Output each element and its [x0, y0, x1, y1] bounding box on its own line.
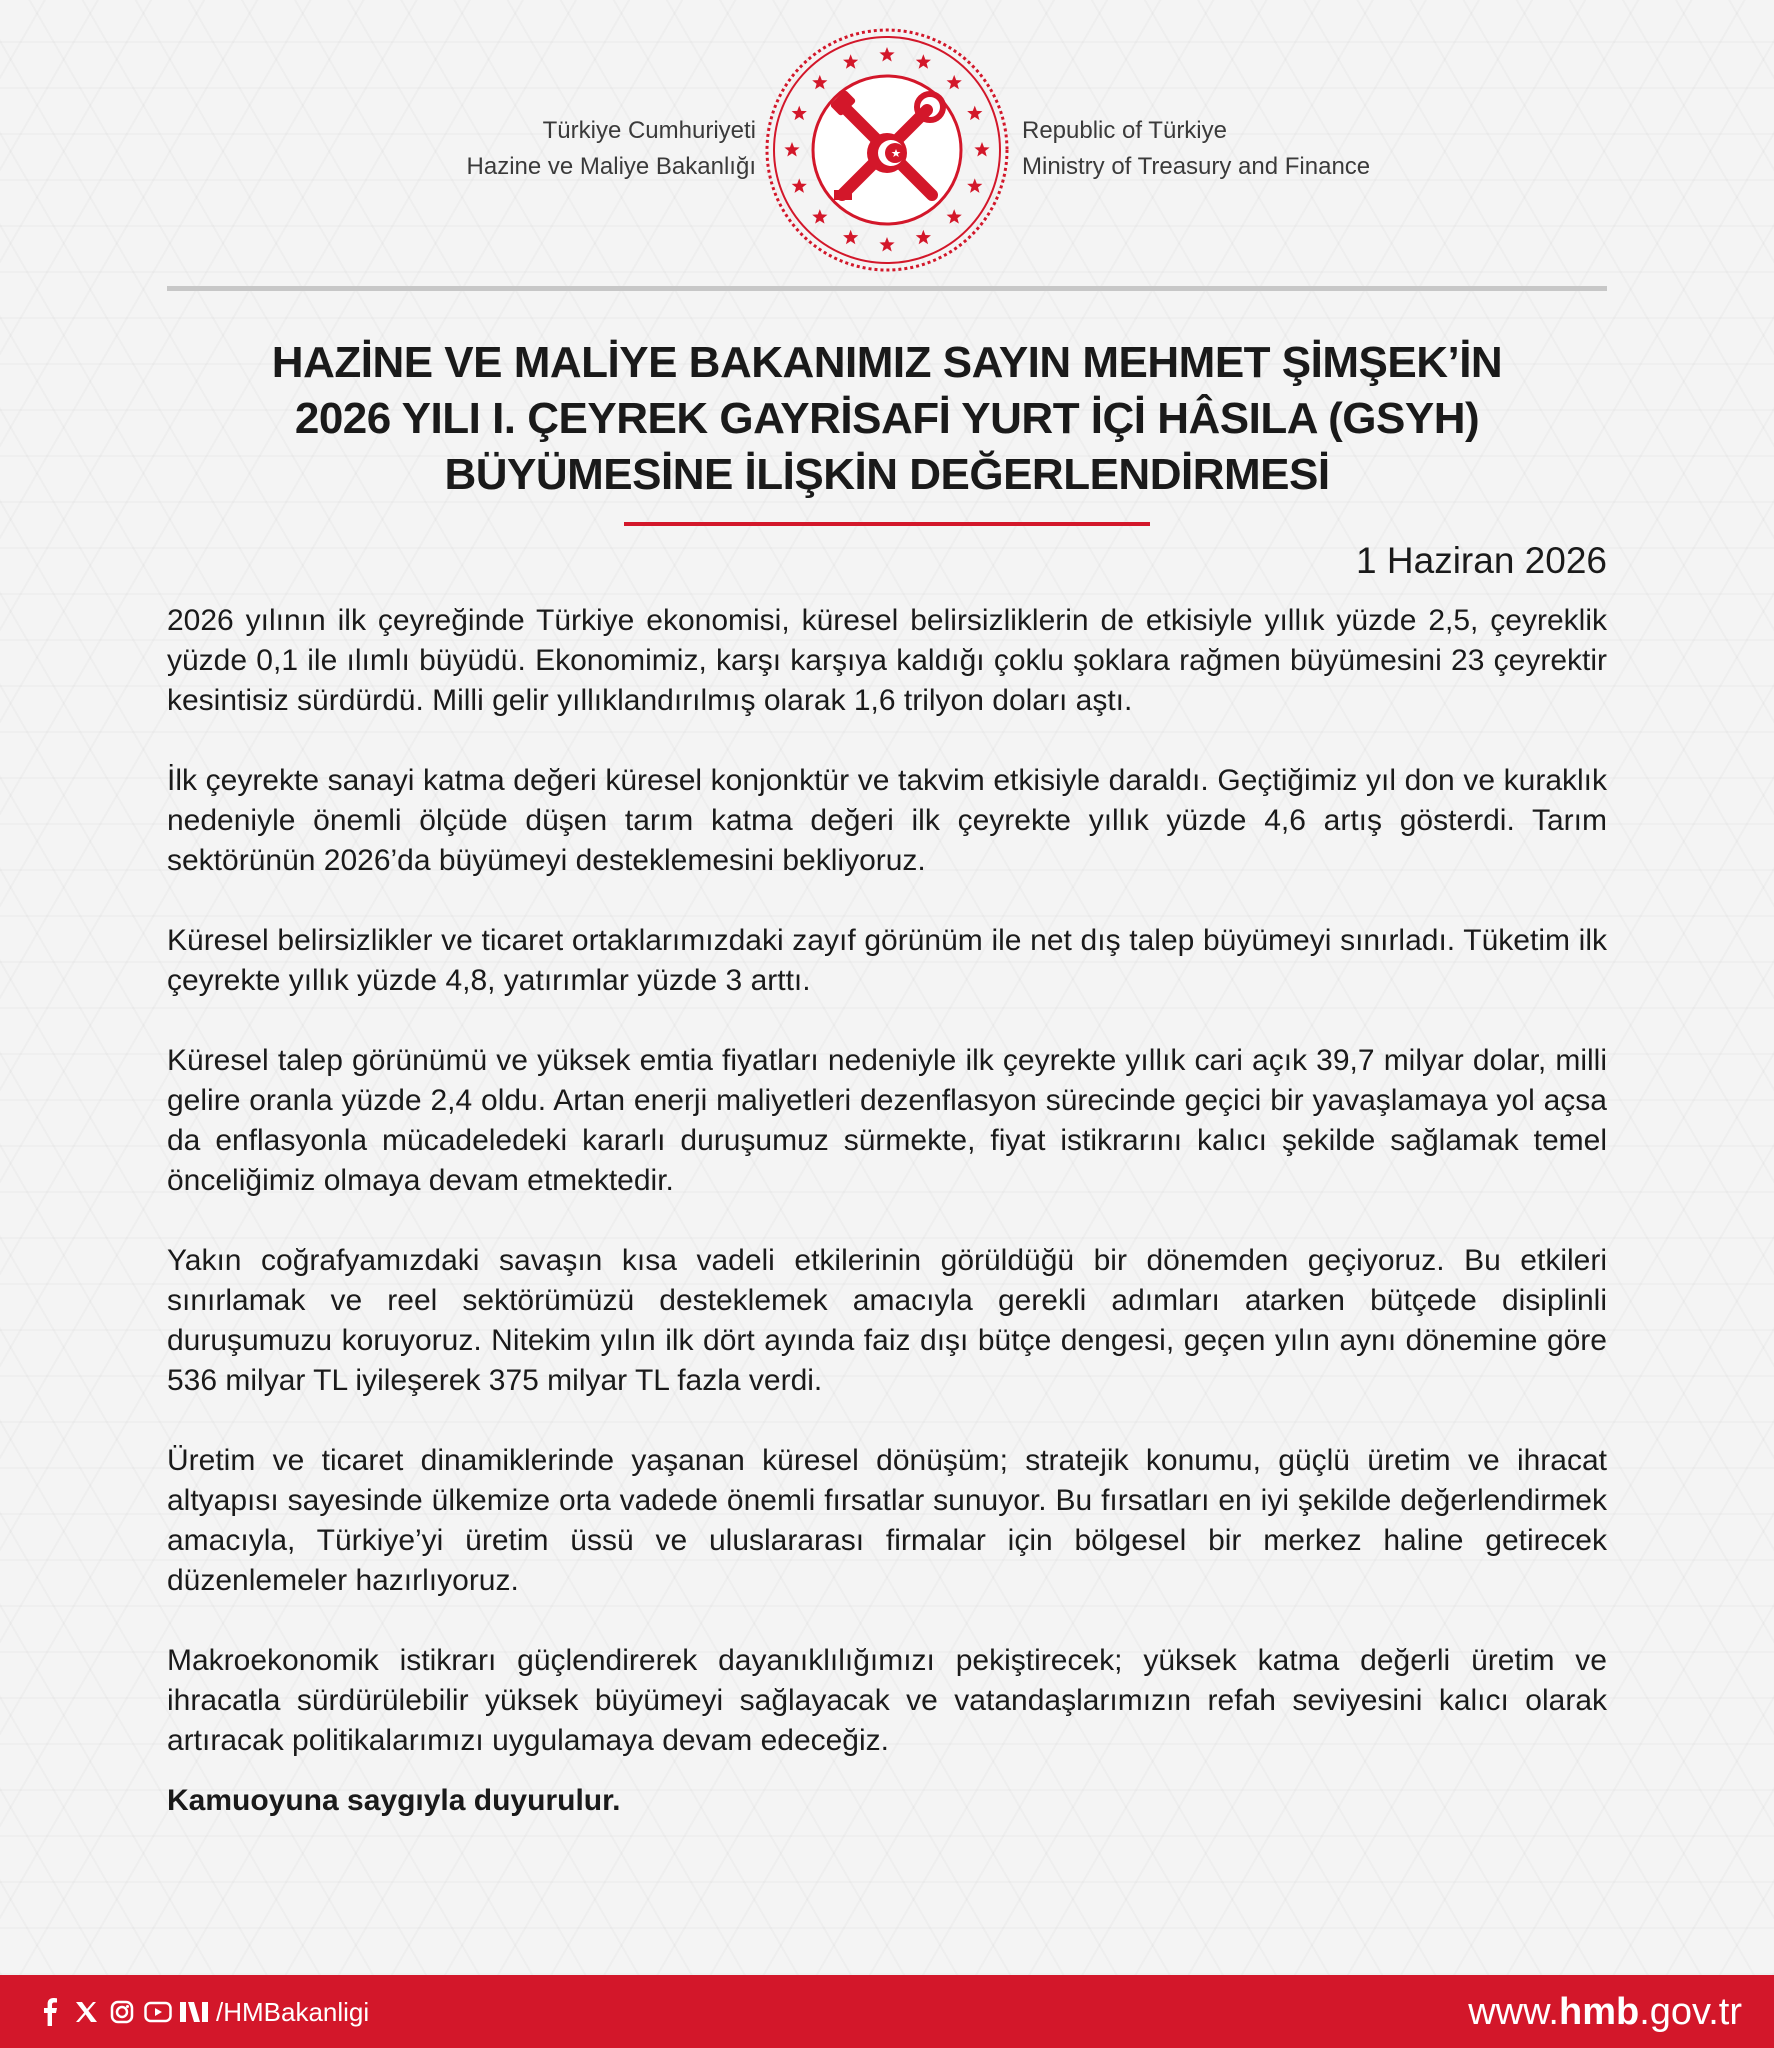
- title-underline: [624, 522, 1150, 526]
- letterhead: [0, 0, 1774, 280]
- org-name-english: Republic of Türkiye Ministry of Treasury and Finance: [1022, 117, 1371, 180]
- org-name-turkish: Türkiye Cumhuriyeti Hazine ve Maliye Bakanlığı: [466, 117, 756, 180]
- nsosyal-icon[interactable]: [176, 1995, 212, 2029]
- emblem-star-icon: [792, 178, 807, 192]
- header-divider: [167, 286, 1607, 291]
- social-links: [32, 1995, 369, 2029]
- emblem-star-icon: [879, 237, 894, 251]
- emblem-star-icon: [792, 106, 807, 120]
- website-link[interactable]: www.hmb.gov.tr: [1468, 1991, 1742, 2033]
- emblem-star-icon: [879, 47, 894, 61]
- instagram-icon[interactable]: [104, 1995, 140, 2029]
- paragraph: Yakın coğrafyamızdaki savaşın kısa vadeli etkilerinin görüldüğü bir dönemden geçiyoruz. Bu etkileri sınırlamak ve reel sektörümüzü desteklemek amacıyla gerekli adımları atarken bütçede disiplinli duruşumuzu koruyoruz. Nitekim yılın ilk dört ayında faiz dışı bütçe dengesi, geçen yılın aynı dönemine göre 536 milyar TL iyileşerek 375 milyar TL fazla verdi.: [167, 1244, 1607, 1397]
- emblem-star-icon: [974, 142, 989, 156]
- emblem-star-icon: [947, 75, 962, 89]
- paragraph: Üretim ve ticaret dinamiklerinde yaşanan küresel dönüşüm; stratejik konumu, güçlü üretim ve ihracat altyapısı sayesinde ülkemize orta vadede önemli fırsatlar sunuyor. Bu fırsatları en iyi şekilde değerlendirmek amacıyla, Türkiye’yi üretim üssü ve uluslararası firmalar için bölgesel bir merkez haline getirecek düzenlemeler hazırlıyoruz.: [167, 1444, 1607, 1597]
- emblem-star-icon: [967, 106, 982, 120]
- ministry-emblem-icon: [762, 25, 1012, 275]
- paragraph: Makroekonomik istikrarı güçlendirerek dayanıklılığımızı pekiştirecek; yüksek katma değerli üretim ve ihracatla sürdürülebilir yüksek büyümeyi sağlayacak ve vatandaşlarımızın refah seviyesini kalıcı olarak artıracak politikalarımızı uygulamaya devam edeceğiz.: [167, 1644, 1607, 1757]
- emblem-star-icon: [947, 209, 962, 223]
- statement-body: [167, 601, 1607, 1821]
- document-title: HAZİNE VE MALİYE BAKANIMIZ SAYIN MEHMET ŞİMŞEK’İN 2026 YILI I. ÇEYREK GAYRİSAFİ YURT İÇİ HÂSILA (GSYH) BÜYÜMESİNE İLİŞKİN DEĞERLENDİRMESİ: [271, 338, 1503, 499]
- paragraph: Küresel talep görünümü ve yüksek emtia fiyatları nedeniyle ilk çeyrekte yıllık cari açık 39,7 milyar dolar, milli gelire oranla yüzde 2,4 oldu. Artan enerji maliyetleri dezenflasyon sürecinde geçici bir yavaşlamaya yol açsa da enflasyonla mücadeledeki kararlı duruşumuz sürmekte, fiyat istikrarını kalıcı şekilde sağlamak temel önceliğimiz olmaya devam etmektedir.: [167, 1044, 1607, 1197]
- paragraph: İlk çeyrekte sanayi katma değeri küresel konjonktür ve takvim etkisiyle daraldı. Geçtiğimiz yıl don ve kuraklık nedeniyle önemli ölçüde düşen tarım katma değeri ilk çeyrekte yıllık yüzde 4,6 artış gösterdi. Tarım sektörünün 2026’da büyümeyi desteklemesini bekliyoruz.: [167, 764, 1607, 877]
- emblem-star-icon: [812, 75, 827, 89]
- closing-statement: Kamuoyuna saygıyla duyurulur.: [167, 1784, 621, 1817]
- emblem-star-icon: [916, 54, 931, 68]
- social-handle[interactable]: /HMBakanligi: [216, 1996, 370, 2027]
- youtube-icon[interactable]: [140, 1995, 176, 2029]
- emblem-star-icon: [843, 54, 858, 68]
- facebook-icon[interactable]: [32, 1995, 68, 2029]
- emblem-star-icon: [784, 142, 799, 156]
- emblem-star-icon: [967, 178, 982, 192]
- emblem-star-icon: [916, 230, 931, 244]
- document-date: 1 Haziran 2026: [1356, 540, 1607, 581]
- x-icon[interactable]: [68, 1995, 104, 2029]
- footer-bar: [0, 1975, 1774, 2048]
- emblem-star-icon: [843, 230, 858, 244]
- emblem-star-icon: [812, 209, 827, 223]
- paragraph: Küresel belirsizlikler ve ticaret ortaklarımızdaki zayıf görünüm ile net dış talep büyümeyi sınırladı. Tüketim ilk çeyrekte yıllık yüzde 4,8, yatırımlar yüzde 3 arttı.: [167, 924, 1607, 997]
- paragraph: 2026 yılının ilk çeyreğinde Türkiye ekonomisi, küresel belirsizliklerin de etkisiyle yıllık yüzde 2,5, çeyreklik yüzde 0,1 ile ılımlı büyüdü. Ekonomimiz, karşı karşıya kaldığı çoklu şoklara rağmen büyümesini 23 çeyrektir kesintisiz sürdürdü. Milli gelir yıllıklandırılmış olarak 1,6 trilyon doları aştı.: [167, 604, 1607, 717]
